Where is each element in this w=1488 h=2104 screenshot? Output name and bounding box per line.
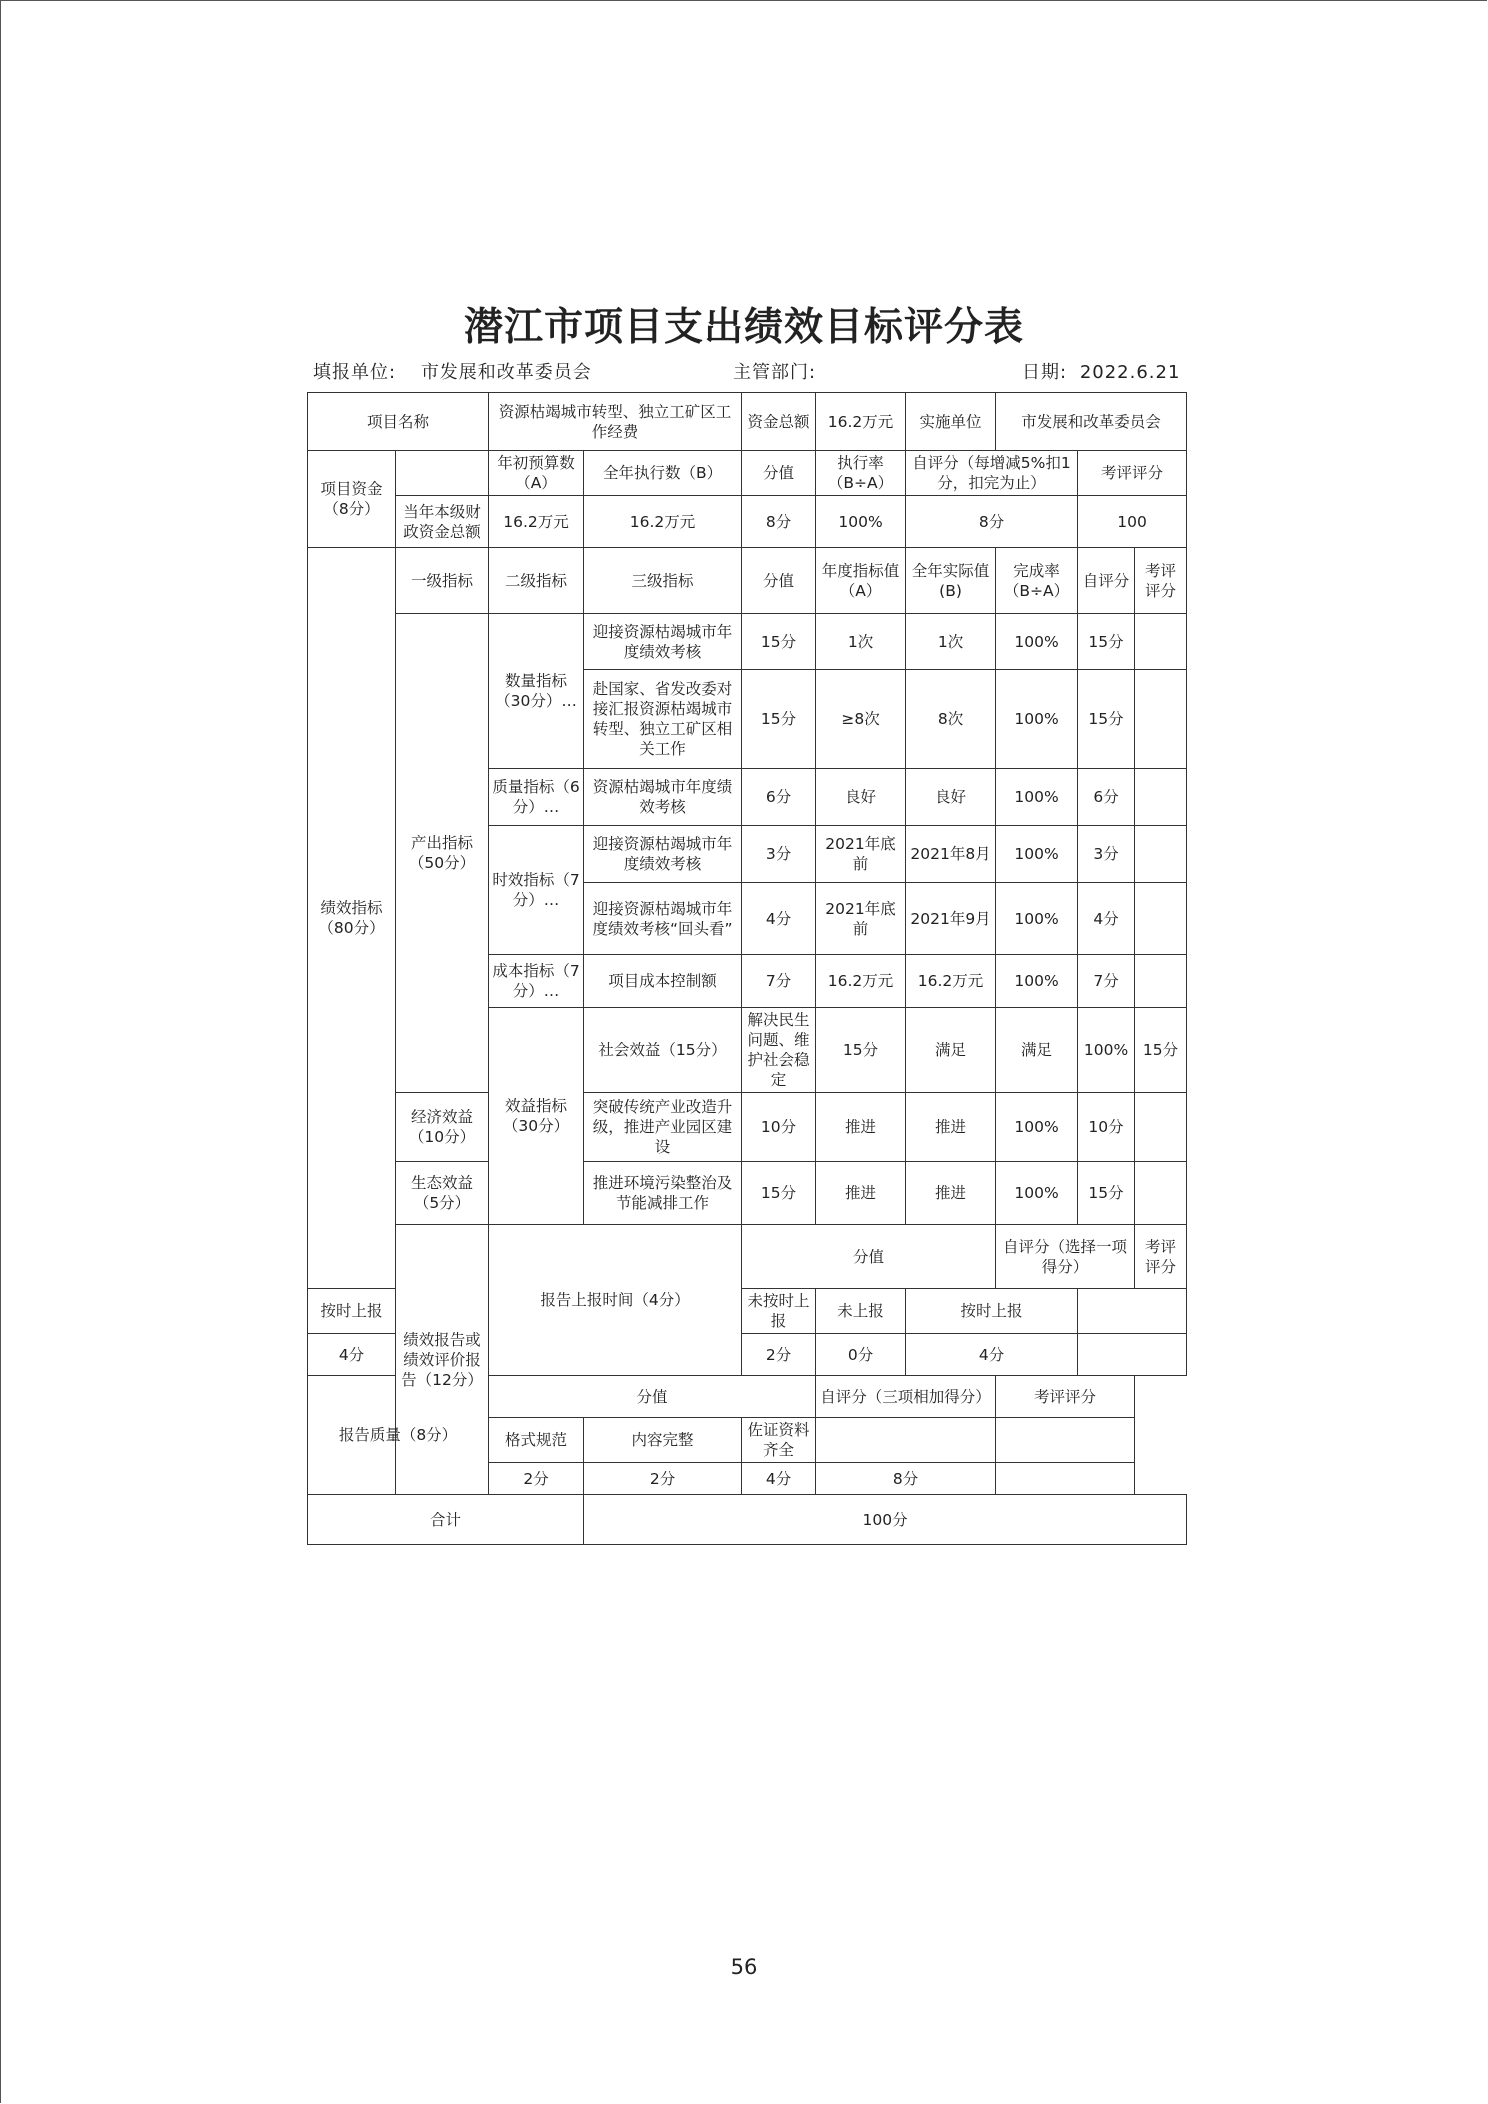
table-row xyxy=(308,1162,1187,1225)
indicator-self: 6分 xyxy=(1078,769,1135,826)
fund-eval-score: 100 xyxy=(1078,496,1187,548)
fund-row-label: 当年本级财政资金总额 xyxy=(396,496,489,548)
exec-rate: 100% xyxy=(816,496,906,548)
timeliness-label: 时效指标（7分）… xyxy=(489,826,584,955)
indicator-eval xyxy=(1135,1162,1187,1225)
impl-unit-label: 实施单位 xyxy=(906,393,996,451)
indicator-rate: 100% xyxy=(996,1093,1078,1162)
total-row xyxy=(308,1495,1187,1545)
hdr-level1: 一级指标 xyxy=(396,548,489,614)
col-score: 分值 xyxy=(742,451,816,496)
date-label: 日期: xyxy=(1022,362,1068,383)
fund-self-score: 8分 xyxy=(906,496,1078,548)
indicator-score: 15分 xyxy=(742,1162,816,1225)
fund-section-label: 项目资金（8分） xyxy=(308,451,396,548)
indicator-rate: 100% xyxy=(996,670,1078,769)
project-row xyxy=(308,393,1187,451)
economic-label: 经济效益（10分） xyxy=(396,1093,489,1162)
fund-empty-cell xyxy=(396,451,489,496)
col-annual-exec: 全年执行数（B） xyxy=(584,451,742,496)
indicator-name: 解决民生问题、维护社会稳定 xyxy=(742,1008,816,1093)
indicator-target: 2021年底前 xyxy=(816,826,906,883)
time-eval-empty xyxy=(1078,1289,1187,1334)
perf-section-label: 绩效指标（80分） xyxy=(308,548,396,1289)
indicator-score: 10分 xyxy=(742,1093,816,1162)
indicator-actual: 1次 xyxy=(906,614,996,670)
option-evidence: 佐证资料齐全 xyxy=(742,1418,816,1463)
indicator-target: 满足 xyxy=(906,1008,996,1093)
report-self-pick-label: 自评分（选择一项得分） xyxy=(996,1225,1135,1289)
indicator-name: 迎接资源枯竭城市年度绩效考核“回头看” xyxy=(584,883,742,955)
indicator-score: 15分 xyxy=(742,670,816,769)
indicator-self: 15分 xyxy=(1078,1162,1135,1225)
indicator-actual: 2021年8月 xyxy=(906,826,996,883)
indicator-rate: 100% xyxy=(996,826,1078,883)
hdr-level2: 二级指标 xyxy=(489,548,584,614)
indicator-score: 4分 xyxy=(742,883,816,955)
indicator-eval xyxy=(1135,614,1187,670)
indicator-eval xyxy=(1135,955,1187,1008)
indicator-eval xyxy=(1135,670,1187,769)
indicator-actual: 满足 xyxy=(996,1008,1078,1093)
time-score-on-time: 4分 xyxy=(308,1334,396,1376)
hdr-self: 自评分 xyxy=(1078,548,1135,614)
indicator-actual: 2021年9月 xyxy=(906,883,996,955)
option-not-reported: 未上报 xyxy=(816,1289,906,1334)
fund-value-row xyxy=(308,496,1187,548)
total-value: 100分 xyxy=(584,1495,1187,1545)
indicator-target: ≥8次 xyxy=(816,670,906,769)
indicator-actual: 8次 xyxy=(906,670,996,769)
indicator-eval xyxy=(1135,769,1187,826)
fund-header-row xyxy=(308,451,1187,496)
col-exec-rate: 执行率（B÷A） xyxy=(816,451,906,496)
page-number: 56 xyxy=(730,1955,758,1979)
total-label: 合计 xyxy=(308,1495,584,1545)
indicator-self: 7分 xyxy=(1078,955,1135,1008)
indicator-self: 15分 xyxy=(1135,1008,1187,1093)
indicator-actual: 16.2万元 xyxy=(906,955,996,1008)
project-name-label: 项目名称 xyxy=(308,393,489,451)
indicator-self: 15分 xyxy=(1078,670,1135,769)
table-row xyxy=(308,614,1187,670)
indicator-score: 3分 xyxy=(742,826,816,883)
indicator-rate: 100% xyxy=(996,614,1078,670)
score-table xyxy=(307,392,1187,1545)
time-self-score: 4分 xyxy=(906,1334,1078,1376)
report-quality-eval-label: 考评评分 xyxy=(996,1376,1135,1418)
ecology-label: 生态效益（5分） xyxy=(396,1162,489,1225)
option-format: 格式规范 xyxy=(489,1418,584,1463)
cost-label: 成本指标（7分）… xyxy=(489,955,584,1008)
time-score-not-reported: 0分 xyxy=(816,1334,906,1376)
date-field xyxy=(1022,358,1180,384)
col-eval-score: 考评评分 xyxy=(1078,451,1187,496)
indicator-rate: 100% xyxy=(996,769,1078,826)
indicator-score: 15分 xyxy=(742,614,816,670)
report-quality-label: 报告质量（8分） xyxy=(308,1376,489,1495)
benefit-label: 效益指标（30分） xyxy=(489,1008,584,1225)
report-eval-label: 考评评分 xyxy=(1135,1225,1187,1289)
perf-header-row xyxy=(308,548,1187,614)
indicator-target: 2021年底前 xyxy=(816,883,906,955)
filling-unit xyxy=(313,358,592,384)
indicator-name: 资源枯竭城市年度绩效考核 xyxy=(584,769,742,826)
quality-score-format: 2分 xyxy=(489,1463,584,1495)
indicator-score: 6分 xyxy=(742,769,816,826)
hdr-level3: 三级指标 xyxy=(584,548,742,614)
indicator-rate: 100% xyxy=(1078,1008,1135,1093)
quality-eval-empty xyxy=(996,1418,1135,1463)
indicator-self: 15分 xyxy=(1078,614,1135,670)
indicator-score: 15分 xyxy=(816,1008,906,1093)
indicator-name: 突破传统产业改造升级，推进产业园区建设 xyxy=(584,1093,742,1162)
quality-self-empty xyxy=(816,1418,996,1463)
indicator-eval xyxy=(1135,826,1187,883)
unit-label: 填报单位: xyxy=(313,362,397,383)
quantity-label: 数量指标（30分）… xyxy=(489,614,584,769)
indicator-actual: 推进 xyxy=(906,1093,996,1162)
indicator-target: 良好 xyxy=(816,769,906,826)
report-time-label: 报告上报时间（4分） xyxy=(489,1225,742,1376)
indicator-target: 推进 xyxy=(816,1093,906,1162)
quality-score-content: 2分 xyxy=(584,1463,742,1495)
indicator-name: 赴国家、省发改委对接汇报资源枯竭城市转型、独立工矿区相关工作 xyxy=(584,670,742,769)
quality-label: 质量指标（6分）… xyxy=(489,769,584,826)
indicator-name: 迎接资源枯竭城市年度绩效考核 xyxy=(584,614,742,670)
report-time-header-row xyxy=(308,1225,1187,1289)
indicator-score: 7分 xyxy=(742,955,816,1008)
project-name-value: 资源枯竭城市转型、独立工矿区工作经费 xyxy=(489,393,742,451)
col-self-score: 自评分（每增减5%扣1分，扣完为止） xyxy=(906,451,1078,496)
indicator-eval xyxy=(1135,883,1187,955)
option-not-on-time: 未按时上报 xyxy=(742,1289,816,1334)
time-score-not-on-time: 2分 xyxy=(742,1334,816,1376)
output-label: 产出指标（50分） xyxy=(396,614,489,1093)
indicator-rate: 100% xyxy=(996,883,1078,955)
indicator-rate: 100% xyxy=(996,1162,1078,1225)
indicator-name: 迎接资源枯竭城市年度绩效考核 xyxy=(584,826,742,883)
fund-total-label: 资金总额 xyxy=(742,393,816,451)
quality-score-evidence: 4分 xyxy=(742,1463,816,1495)
report-time-score-label: 分值 xyxy=(742,1225,996,1289)
table-row xyxy=(308,1093,1187,1162)
report-section-label: 绩效报告或绩效评价报告（12分） xyxy=(396,1225,489,1495)
social-label: 社会效益（15分） xyxy=(584,1008,742,1093)
indicator-rate: 100% xyxy=(996,955,1078,1008)
indicator-name: 推进环境污染整治及节能减排工作 xyxy=(584,1162,742,1225)
annual-exec: 16.2万元 xyxy=(584,496,742,548)
report-self-sum-label: 自评分（三项相加得分） xyxy=(816,1376,996,1418)
initial-budget: 16.2万元 xyxy=(489,496,584,548)
time-eval-score-empty xyxy=(1078,1334,1187,1376)
report-quality-score-label: 分值 xyxy=(489,1376,816,1418)
option-on-time: 按时上报 xyxy=(308,1289,396,1334)
hdr-actual: 全年实际值(B) xyxy=(906,548,996,614)
hdr-rate: 完成率（B÷A） xyxy=(996,548,1078,614)
quality-self-score: 8分 xyxy=(816,1463,996,1495)
indicator-actual: 推进 xyxy=(906,1162,996,1225)
indicator-target: 1次 xyxy=(816,614,906,670)
fund-total-value: 16.2万元 xyxy=(816,393,906,451)
page-title: 潜江市项目支出绩效目标评分表 xyxy=(463,304,1024,350)
indicator-actual: 良好 xyxy=(906,769,996,826)
indicator-self: 10分 xyxy=(1078,1093,1135,1162)
unit-value: 市发展和改革委员会 xyxy=(420,362,592,383)
impl-unit-value: 市发展和改革委员会 xyxy=(996,393,1187,451)
indicator-self: 3分 xyxy=(1078,826,1135,883)
quality-eval-score-empty xyxy=(996,1463,1135,1495)
indicator-name: 项目成本控制额 xyxy=(584,955,742,1008)
indicator-target: 16.2万元 xyxy=(816,955,906,1008)
indicator-eval xyxy=(1135,1093,1187,1162)
col-initial-budget: 年初预算数（A） xyxy=(489,451,584,496)
option-content: 内容完整 xyxy=(584,1418,742,1463)
hdr-score: 分值 xyxy=(742,548,816,614)
date-value: 2022.6.21 xyxy=(1079,362,1181,383)
indicator-self: 4分 xyxy=(1078,883,1135,955)
dept-label: 主管部门: xyxy=(733,362,817,383)
hdr-target: 年度指标值（A） xyxy=(816,548,906,614)
hdr-eval: 考评评分 xyxy=(1135,548,1187,614)
fund-score: 8分 xyxy=(742,496,816,548)
indicator-target: 推进 xyxy=(816,1162,906,1225)
time-self-value: 按时上报 xyxy=(906,1289,1078,1334)
